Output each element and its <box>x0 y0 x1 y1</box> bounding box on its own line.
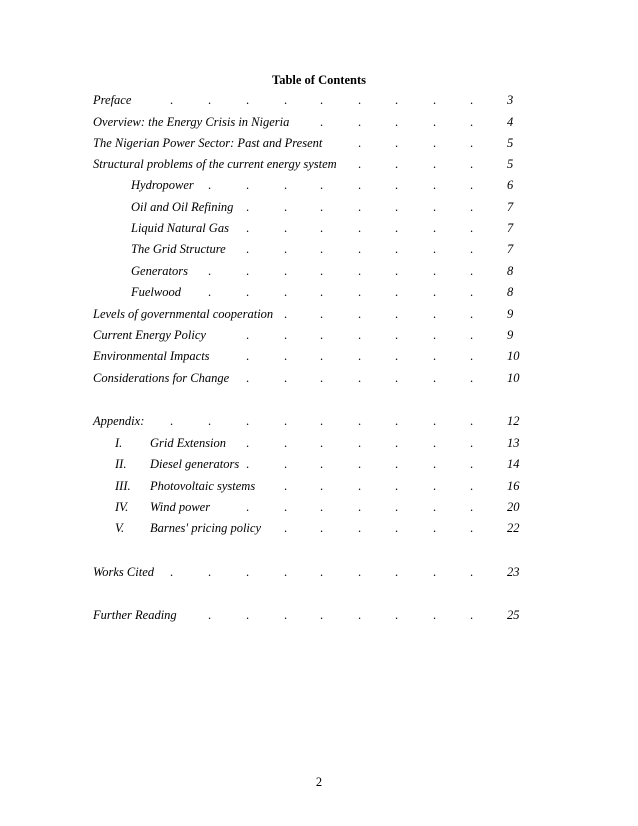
dot-leader: . <box>246 371 250 385</box>
dot-leader: . <box>208 565 212 579</box>
dot-leader: . <box>246 414 250 428</box>
toc-entry-label: Grid Extension <box>150 436 227 450</box>
dot-leader: . <box>358 242 362 256</box>
dot-leader: . <box>433 221 437 235</box>
dot-leader: . <box>284 500 288 514</box>
toc-entry-page: 8 <box>507 264 514 278</box>
toc-entry-page: 5 <box>507 157 514 171</box>
dot-leader: . <box>433 285 437 299</box>
toc-entry-label: Wind power <box>150 500 211 514</box>
toc-entry-label: Barnes' pricing policy <box>150 521 261 535</box>
dot-leader: . <box>246 242 250 256</box>
dot-leader: . <box>470 178 474 192</box>
toc-entry-page: 20 <box>507 500 520 514</box>
dot-leader: . <box>433 136 437 150</box>
toc-entry-label: Diesel generators <box>150 457 240 471</box>
dot-leader: . <box>470 479 474 493</box>
dot-leader: . <box>395 349 399 363</box>
dot-leader: . <box>284 457 288 471</box>
dot-leader: . <box>284 200 288 214</box>
dot-leader: . <box>358 565 362 579</box>
dot-leader: . <box>320 115 324 129</box>
dot-leader: . <box>284 264 288 278</box>
dot-leader: . <box>284 221 288 235</box>
toc-entry <box>0 435 638 451</box>
toc-entry-label: Further Reading <box>93 608 177 622</box>
dot-leader: . <box>358 349 362 363</box>
toc-entry-number: II. <box>115 457 127 471</box>
dot-leader: . <box>208 608 212 622</box>
dot-leader: . <box>208 264 212 278</box>
toc-entry <box>0 114 638 130</box>
toc-entry-page: 7 <box>507 200 514 214</box>
toc-entry-label: Environmental Impacts <box>93 349 210 363</box>
toc-entry-page: 4 <box>507 115 514 129</box>
dot-leader: . <box>284 242 288 256</box>
dot-leader: . <box>433 93 437 107</box>
dot-leader: . <box>320 285 324 299</box>
dot-leader: . <box>284 307 288 321</box>
dot-leader: . <box>470 93 474 107</box>
dot-leader: . <box>246 457 250 471</box>
dot-leader: . <box>170 93 174 107</box>
dot-leader: . <box>470 608 474 622</box>
dot-leader: . <box>320 479 324 493</box>
dot-leader: . <box>433 328 437 342</box>
dot-leader: . <box>470 157 474 171</box>
dot-leader: . <box>320 349 324 363</box>
toc-entry <box>0 220 638 236</box>
dot-leader: . <box>358 608 362 622</box>
dot-leader: . <box>470 500 474 514</box>
toc-entry-label: Considerations for Change <box>93 371 230 385</box>
dot-leader: . <box>246 200 250 214</box>
dot-leader: . <box>208 93 212 107</box>
dot-leader: . <box>320 242 324 256</box>
dot-leader: . <box>433 565 437 579</box>
dot-leader: . <box>470 371 474 385</box>
dot-leader: . <box>284 328 288 342</box>
dot-leader: . <box>433 371 437 385</box>
toc-entry <box>0 199 638 215</box>
dot-leader: . <box>433 436 437 450</box>
toc-entry-page: 10 <box>507 349 520 363</box>
toc-entry <box>0 241 638 257</box>
dot-leader: . <box>470 521 474 535</box>
dot-leader: . <box>358 371 362 385</box>
dot-leader: . <box>358 285 362 299</box>
toc-entry-page: 10 <box>507 371 520 385</box>
dot-leader: . <box>395 264 399 278</box>
toc-entry-label: Liquid Natural Gas <box>131 221 229 235</box>
dot-leader: . <box>170 414 174 428</box>
dot-leader: . <box>358 457 362 471</box>
dot-leader: . <box>395 457 399 471</box>
toc-entry <box>0 564 638 580</box>
dot-leader: . <box>320 414 324 428</box>
toc-entry-number: IV. <box>115 500 129 514</box>
dot-leader: . <box>358 93 362 107</box>
dot-leader: . <box>246 264 250 278</box>
dot-leader: . <box>320 521 324 535</box>
dot-leader: . <box>284 565 288 579</box>
toc-entry-number: III. <box>115 479 131 493</box>
dot-leader: . <box>246 500 250 514</box>
dot-leader: . <box>433 264 437 278</box>
dot-leader: . <box>470 264 474 278</box>
toc-entry <box>0 327 638 343</box>
dot-leader: . <box>433 200 437 214</box>
dot-leader: . <box>433 414 437 428</box>
dot-leader: . <box>358 479 362 493</box>
dot-leader: . <box>395 565 399 579</box>
dot-leader: . <box>284 608 288 622</box>
dot-leader: . <box>320 93 324 107</box>
dot-leader: . <box>284 178 288 192</box>
dot-leader: . <box>433 457 437 471</box>
dot-leader: . <box>284 521 288 535</box>
toc-entry-label: Preface <box>93 93 132 107</box>
toc-entry-label: Hydropower <box>131 178 194 192</box>
dot-leader: . <box>320 565 324 579</box>
dot-leader: . <box>284 371 288 385</box>
dot-leader: . <box>395 178 399 192</box>
dot-leader: . <box>395 307 399 321</box>
toc-entry-page: 7 <box>507 242 514 256</box>
dot-leader: . <box>433 157 437 171</box>
dot-leader: . <box>246 608 250 622</box>
dot-leader: . <box>358 414 362 428</box>
toc-entry-number: V. <box>115 521 125 535</box>
dot-leader: . <box>358 157 362 171</box>
toc-entry <box>0 92 638 108</box>
dot-leader: . <box>395 242 399 256</box>
toc-entry-label: Structural problems of the current energy system <box>93 157 337 171</box>
dot-leader: . <box>320 264 324 278</box>
dot-leader: . <box>433 178 437 192</box>
dot-leader: . <box>433 500 437 514</box>
toc-entry-number: I. <box>115 436 123 450</box>
dot-leader: . <box>433 242 437 256</box>
toc-entry-label: Generators <box>131 264 188 278</box>
dot-leader: . <box>395 500 399 514</box>
dot-leader: . <box>358 115 362 129</box>
toc-entry-page: 9 <box>507 307 514 321</box>
dot-leader: . <box>208 178 212 192</box>
dot-leader: . <box>246 93 250 107</box>
dot-leader: . <box>320 457 324 471</box>
toc-entry <box>0 263 638 279</box>
dot-leader: . <box>320 178 324 192</box>
dot-leader: . <box>284 414 288 428</box>
toc-entry-page: 22 <box>507 521 520 535</box>
toc-entry-label: Appendix: <box>93 414 145 428</box>
dot-leader: . <box>395 221 399 235</box>
dot-leader: . <box>395 93 399 107</box>
dot-leader: . <box>320 307 324 321</box>
dot-leader: . <box>358 221 362 235</box>
dot-leader: . <box>470 565 474 579</box>
dot-leader: . <box>470 136 474 150</box>
toc-entry-page: 25 <box>507 608 520 622</box>
toc-title: Table of Contents <box>272 73 366 87</box>
dot-leader: . <box>358 521 362 535</box>
dot-leader: . <box>433 521 437 535</box>
dot-leader: . <box>395 436 399 450</box>
dot-leader: . <box>246 328 250 342</box>
dot-leader: . <box>470 115 474 129</box>
toc-entry-page: 16 <box>507 479 520 493</box>
dot-leader: . <box>320 500 324 514</box>
dot-leader: . <box>395 136 399 150</box>
toc-entry-label: Levels of governmental cooperation <box>93 307 274 321</box>
toc-entry-page: 14 <box>507 457 520 471</box>
toc-entry-label: The Grid Structure <box>131 242 226 256</box>
dot-leader: . <box>395 200 399 214</box>
dot-leader: . <box>320 371 324 385</box>
dot-leader: . <box>320 436 324 450</box>
dot-leader: . <box>395 328 399 342</box>
dot-leader: . <box>246 285 250 299</box>
dot-leader: . <box>246 178 250 192</box>
dot-leader: . <box>470 285 474 299</box>
dot-leader: . <box>470 328 474 342</box>
dot-leader: . <box>358 264 362 278</box>
toc-entry <box>0 607 638 623</box>
dot-leader: . <box>284 479 288 493</box>
toc-entry-page: 13 <box>507 436 520 450</box>
toc-entry-page: 12 <box>507 414 520 428</box>
dot-leader: . <box>395 521 399 535</box>
dot-leader: . <box>208 285 212 299</box>
dot-leader: . <box>433 115 437 129</box>
dot-leader: . <box>246 436 250 450</box>
dot-leader: . <box>358 136 362 150</box>
toc-entry-label: The Nigerian Power Sector: Past and Present <box>93 136 323 150</box>
dot-leader: . <box>358 200 362 214</box>
toc-entry-page: 7 <box>507 221 514 235</box>
dot-leader: . <box>358 178 362 192</box>
dot-leader: . <box>246 565 250 579</box>
dot-leader: . <box>395 371 399 385</box>
toc-entry-label: Fuelwood <box>131 285 181 299</box>
dot-leader: . <box>170 565 174 579</box>
toc-entry-page: 23 <box>507 565 520 579</box>
dot-leader: . <box>284 285 288 299</box>
toc-entry <box>0 499 638 515</box>
toc-entry-page: 9 <box>507 328 514 342</box>
dot-leader: . <box>395 479 399 493</box>
toc-entry <box>0 456 638 472</box>
dot-leader: . <box>433 479 437 493</box>
toc-entry <box>0 370 638 386</box>
toc-entry-label: Overview: the Energy Crisis in Nigeria <box>93 115 290 129</box>
dot-leader: . <box>470 307 474 321</box>
dot-leader: . <box>470 242 474 256</box>
toc-entry <box>0 135 638 151</box>
toc-entry <box>0 348 638 364</box>
toc-entry-label: Oil and Oil Refining <box>131 200 234 214</box>
toc-entry <box>0 306 638 322</box>
toc-entry-label: Photovoltaic systems <box>150 479 256 493</box>
dot-leader: . <box>395 157 399 171</box>
dot-leader: . <box>470 457 474 471</box>
toc-entry-page: 5 <box>507 136 514 150</box>
dot-leader: . <box>320 221 324 235</box>
dot-leader: . <box>246 349 250 363</box>
dot-leader: . <box>320 200 324 214</box>
dot-leader: . <box>320 328 324 342</box>
toc-entry-label: Current Energy Policy <box>93 328 206 342</box>
dot-leader: . <box>358 307 362 321</box>
toc-entry-page: 6 <box>507 178 514 192</box>
dot-leader: . <box>470 414 474 428</box>
dot-leader: . <box>284 436 288 450</box>
dot-leader: . <box>395 115 399 129</box>
dot-leader: . <box>395 608 399 622</box>
dot-leader: . <box>470 200 474 214</box>
page-number: 2 <box>315 775 323 789</box>
dot-leader: . <box>320 608 324 622</box>
dot-leader: . <box>246 221 250 235</box>
dot-leader: . <box>358 436 362 450</box>
dot-leader: . <box>358 328 362 342</box>
toc-entry <box>0 284 638 300</box>
dot-leader: . <box>395 285 399 299</box>
toc-entry-label: Works Cited <box>93 565 154 579</box>
dot-leader: . <box>470 221 474 235</box>
dot-leader: . <box>284 93 288 107</box>
toc-entry <box>0 156 638 172</box>
dot-leader: . <box>433 307 437 321</box>
dot-leader: . <box>208 414 212 428</box>
toc-entry <box>0 413 638 429</box>
dot-leader: . <box>284 349 288 363</box>
dot-leader: . <box>433 608 437 622</box>
dot-leader: . <box>470 436 474 450</box>
dot-leader: . <box>395 414 399 428</box>
dot-leader: . <box>433 349 437 363</box>
toc-entry-page: 3 <box>507 93 514 107</box>
dot-leader: . <box>470 349 474 363</box>
toc-entry <box>0 177 638 193</box>
toc-entry-page: 8 <box>507 285 514 299</box>
toc-entry <box>0 478 638 494</box>
toc-entry <box>0 520 638 536</box>
dot-leader: . <box>358 500 362 514</box>
